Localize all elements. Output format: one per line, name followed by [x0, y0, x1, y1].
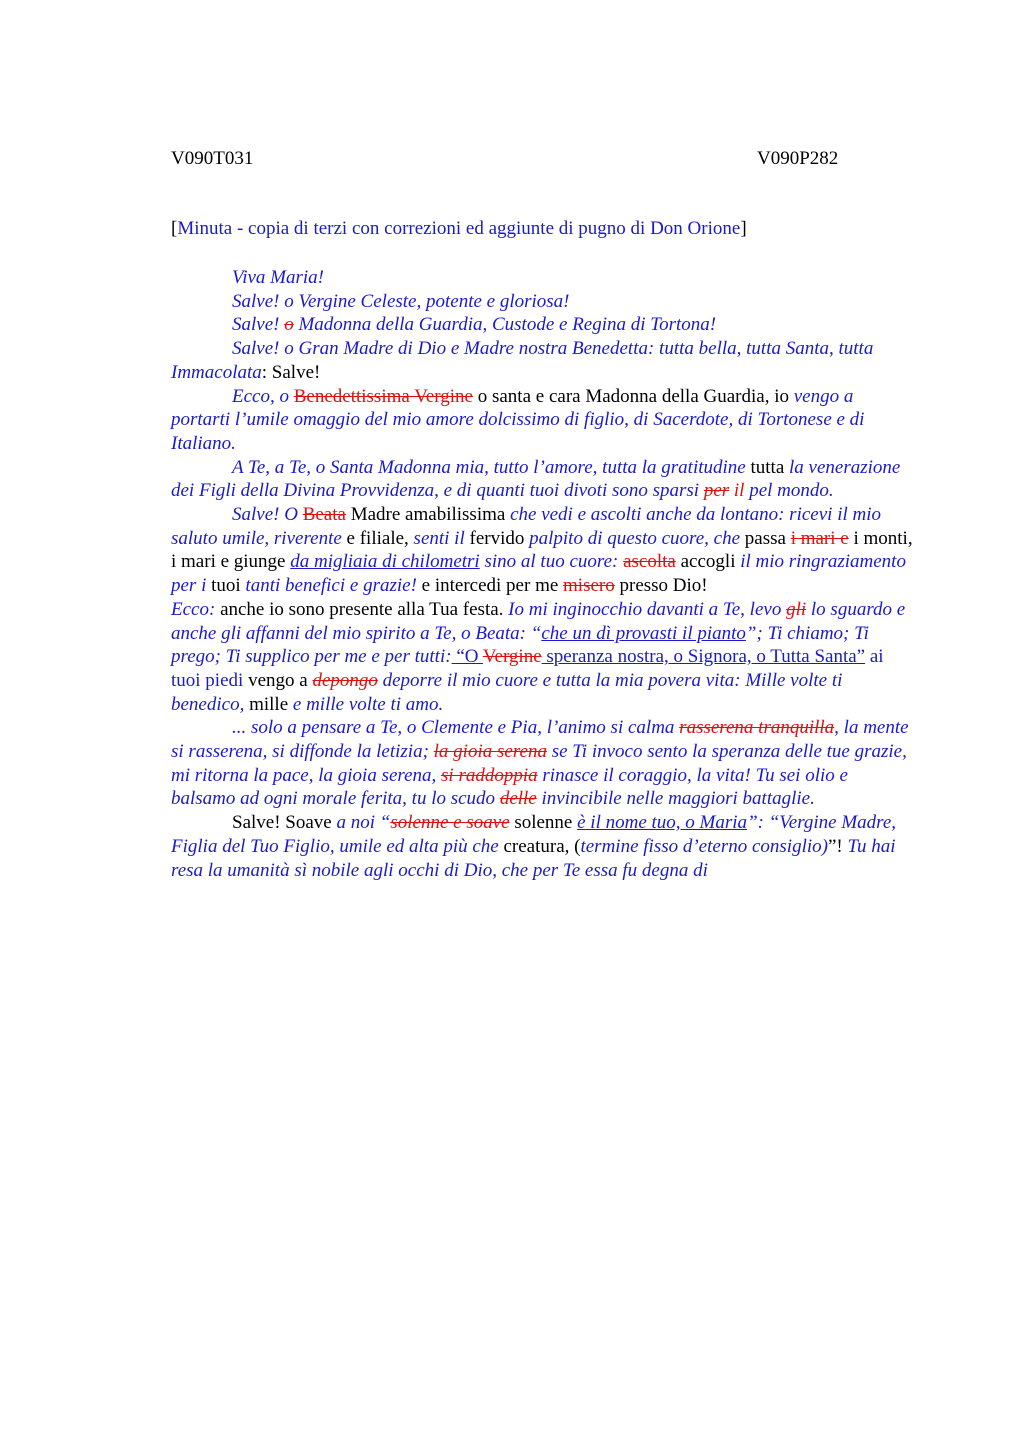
text-run: i monti, i mari e giunge	[171, 527, 913, 573]
text-run: tutta	[745, 456, 790, 478]
text-run: vengo a portarti l’umile omaggio del mio amore dolcissimo di figlio, di Sacerdote, di Tortonese e di Italiano.	[171, 385, 865, 454]
text-run: A Te, a Te, o Santa Madonna mia, tutto l’amore, tutta la gratitudine	[232, 456, 746, 478]
text-run: invincibile nelle maggiori battaglie.	[536, 788, 815, 810]
paragraph-1: Viva Maria!	[232, 267, 324, 288]
text-run: a noi “	[336, 812, 391, 834]
text-run: ”: “Vergine Madre, Figlia del Tuo Figlio, umile ed alta più che	[171, 812, 897, 857]
deleted-text: Vergine	[482, 646, 542, 668]
underlined-text: da migliaia di chilometri	[290, 551, 480, 573]
text-run: tuoi	[206, 575, 246, 597]
inserted-text: il	[733, 480, 745, 502]
text-run: senti il	[413, 527, 465, 549]
deleted-text: gli	[786, 598, 807, 620]
text-run: Salve! o Gran Madre di Dio e Madre nostra Benedetta: tutta bella, tutta Santa, tutta Immacolata	[171, 338, 874, 383]
intro-text: Minuta - copia di terzi con correzioni ed aggiunte di pugno di Don Orione	[177, 218, 741, 239]
text-run: solenne	[509, 812, 578, 834]
deleted-text: la gioia serena	[433, 741, 547, 763]
text-run: deporre il mio cuore e tutta la mia povera vita: Mille volte ti benedico,	[171, 669, 843, 715]
deleted-text: solenne e soave	[390, 812, 510, 834]
text-run: e mille volte ti amo.	[292, 693, 444, 715]
deleted-text: ascolta	[623, 551, 676, 573]
text-run: termine fisso d’eterno consiglio)	[580, 835, 828, 857]
paragraph-8	[171, 598, 916, 717]
text-run: fervido	[464, 527, 530, 549]
text-run: se Ti invoco sento la speranza delle tue grazie, mi ritorna la pace, la gioia serena,	[171, 741, 907, 786]
underlined-text: che un dì provasti il pianto	[541, 622, 746, 644]
text-run: passa	[740, 527, 791, 549]
deleted-text: misero	[563, 575, 615, 597]
paragraph-3	[171, 313, 916, 337]
text-run: tanti benefici e grazie!	[245, 575, 417, 597]
paragraph-4	[171, 337, 916, 384]
text-run: : Salve!	[261, 361, 321, 383]
deleted-text: per	[703, 480, 730, 502]
bracket-open: [	[171, 218, 178, 239]
text-run: ”; Ti chiamo; Ti prego; Ti supplico per me e per tutti:	[171, 622, 869, 668]
deleted-text: i mari e	[790, 527, 849, 549]
text-run: il mio ringraziamento per i	[171, 551, 906, 597]
text-run: e intercedi per me	[416, 575, 564, 597]
text-run: mille	[244, 693, 293, 715]
paragraph-7	[171, 503, 916, 598]
deleted-text: depongo	[312, 669, 378, 691]
text-run: ai tuoi piedi	[171, 646, 884, 691]
text-run: Salve! O	[232, 504, 303, 526]
document-code-right: V090P282	[757, 148, 839, 169]
text-run: lo sguardo e anche gli affanni del mio spirito a Te, o Beata: “	[171, 598, 906, 644]
underlined-text: è il nome tuo, o Maria	[577, 812, 748, 834]
intro-note	[171, 218, 931, 240]
deleted-text: o	[284, 314, 294, 336]
text-run: vengo a	[243, 669, 313, 691]
paragraph-9	[171, 716, 916, 811]
text-run: palpito di questo cuore, che	[529, 527, 741, 549]
paragraph-10	[171, 811, 916, 882]
text-run: sino al tuo cuore:	[479, 551, 624, 573]
text-run: Ecco, o	[232, 385, 294, 407]
text-run: ... solo a pensare a Te, o Clemente e Pia, l’animo si calma	[232, 717, 680, 739]
document-code-left: V090T031	[171, 148, 254, 169]
text-run: Madre amabilissima	[345, 504, 511, 526]
underlined-text: speranza nostra, o Signora, o Tutta Santa”	[541, 646, 866, 668]
text-run: Madonna della Guardia, Custode e Regina di Tortona!	[293, 314, 717, 336]
deleted-text: Beata	[302, 504, 346, 526]
text-run: presso Dio!	[614, 575, 708, 597]
text-run: Salve! Soave	[232, 812, 337, 834]
text-run: pel mondo.	[744, 480, 834, 502]
deleted-text: Benedettissima Vergine	[293, 385, 473, 407]
deleted-text: delle	[499, 788, 537, 810]
text-run: e filiale,	[341, 527, 414, 549]
text-run: Ecco:	[171, 598, 216, 620]
text-run: la venerazione dei Figli della Divina Provvidenza, e di quanti tuoi divoti sono sparsi	[171, 456, 901, 502]
paragraph-5	[171, 385, 916, 456]
text-run: Io mi inginocchio davanti a Te, levo	[508, 598, 787, 620]
letter-body	[171, 266, 916, 882]
text-run: rinasce il coraggio, la vita! Tu sei olio e balsamo ad ogni morale ferita, tu lo scudo	[171, 764, 848, 810]
deleted-text: rasserena tranquilla	[679, 717, 835, 739]
text-run: Salve!	[232, 314, 285, 336]
bracket-close: ]	[740, 218, 747, 239]
text-run: o santa e cara Madonna della Guardia, io	[472, 385, 794, 407]
text-run: , la mente si rasserena, si diffonde la letizia;	[171, 717, 909, 763]
paragraph-6	[171, 456, 916, 503]
text-run: che vedi e ascolti anche da lontano: ricevi il mio saluto umile, riverente	[171, 504, 881, 549]
underlined-text: “O	[451, 646, 483, 668]
text-run: anche io sono presente alla Tua festa.	[215, 598, 509, 620]
deleted-text: si raddoppia	[441, 764, 538, 786]
text-run: creatura, (	[498, 835, 581, 857]
text-run: Tu hai resa la umanità sì nobile agli occhi di Dio, che per Te essa fu degna di	[171, 835, 896, 881]
paragraph-2: Salve! o Vergine Celeste, potente e gloriosa!	[232, 290, 570, 312]
text-run: ”!	[827, 835, 848, 857]
text-run: accogli	[675, 551, 741, 573]
